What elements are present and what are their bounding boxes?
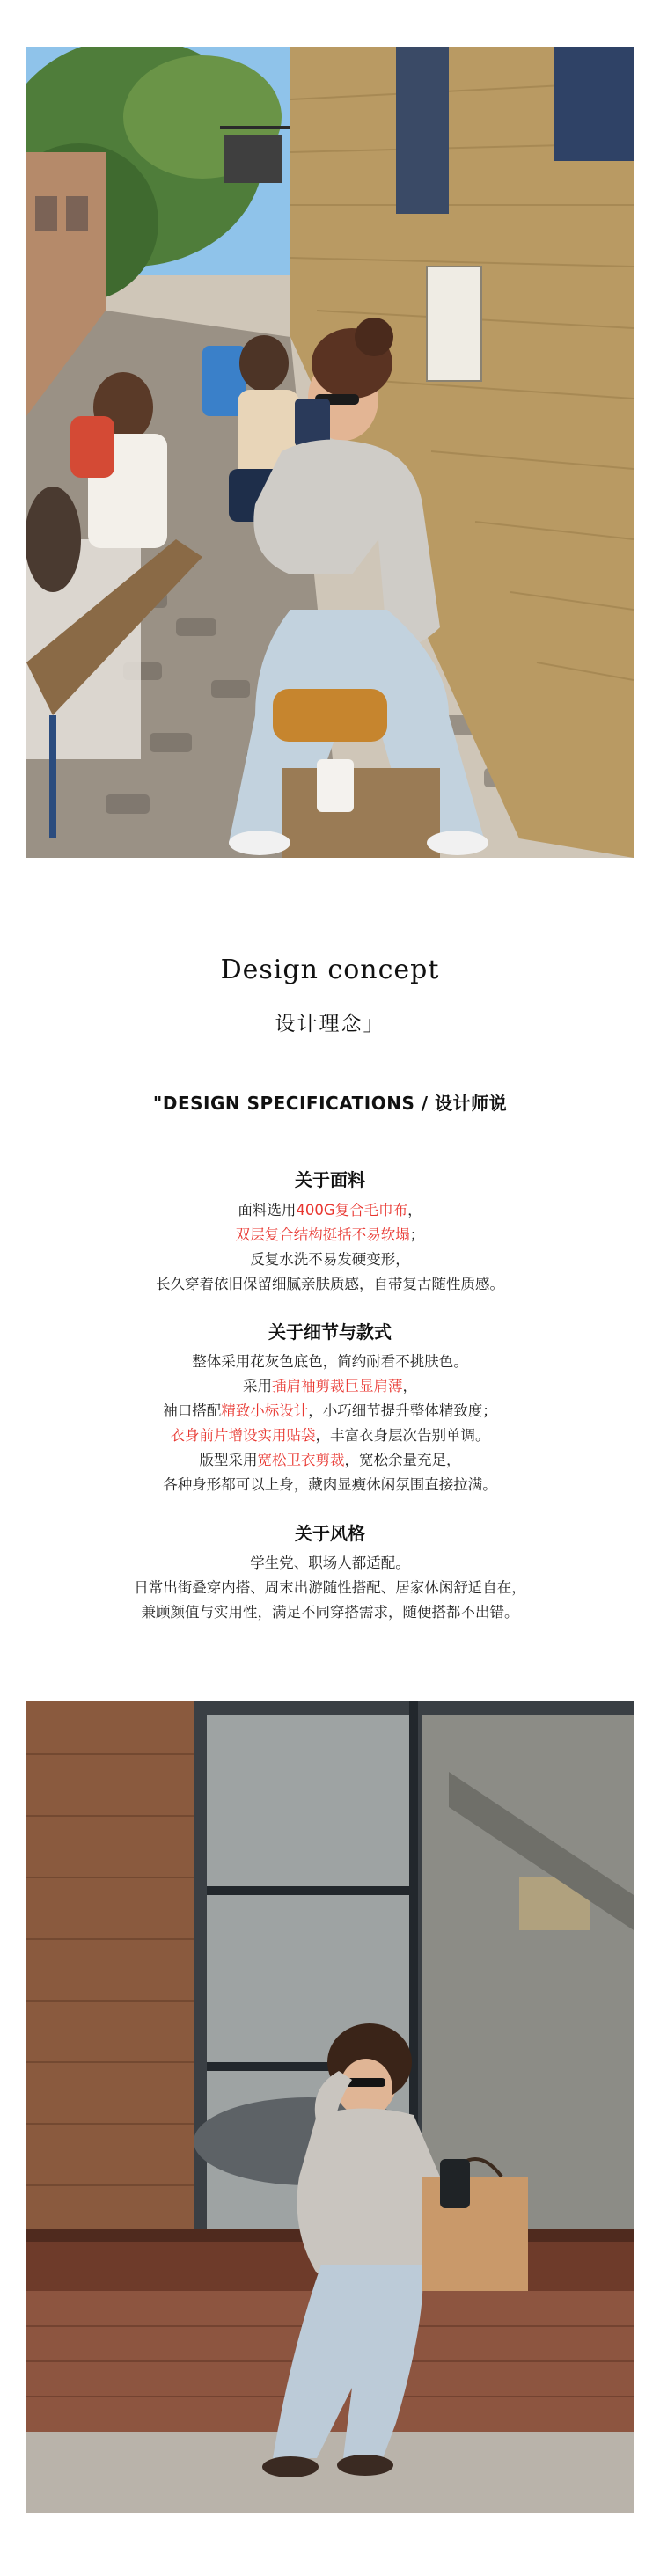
body-text: ， <box>402 1378 417 1394</box>
highlighted-text: 宽松卫衣剪裁 <box>257 1452 345 1468</box>
body-text: 面料选用 <box>238 1202 297 1218</box>
section-line <box>0 1198 660 1223</box>
design-concept-subheadline: 设计理念」 <box>275 1013 385 1036</box>
body-text: 日常出街叠穿内搭、周末出游随性搭配、居家休闲舒适自在， <box>134 1579 526 1596</box>
alley-photo-illustration <box>26 47 634 858</box>
body-text: ， <box>407 1202 422 1218</box>
section-line <box>0 1248 660 1272</box>
body-text: 袖口搭配 <box>163 1402 222 1419</box>
body-text: 版型采用 <box>199 1452 258 1468</box>
design-specifications-title: "DESIGN SPECIFICATIONS / 设计师说 <box>152 1093 508 1114</box>
section-line <box>0 1350 660 1374</box>
details-section-heading: 关于细节与款式 <box>268 1321 392 1343</box>
style-section-body <box>0 1551 660 1625</box>
body-text: 反复水洗不易发硬变形， <box>250 1251 410 1268</box>
body-text: 学生党、职场人都适配。 <box>250 1555 410 1571</box>
section-line <box>0 1223 660 1248</box>
body-text: 采用 <box>243 1378 272 1394</box>
style-section-heading: 关于风格 <box>295 1523 365 1544</box>
section-line <box>0 1423 660 1448</box>
section-line <box>0 1551 660 1576</box>
body-text: ，小巧细节提升整体精致度； <box>308 1402 497 1419</box>
section-line <box>0 1374 660 1399</box>
body-text: ； <box>409 1226 425 1243</box>
window-photo-illustration <box>26 1701 634 2513</box>
section-line <box>0 1600 660 1625</box>
section-line <box>0 1399 660 1423</box>
section-line <box>0 1272 660 1297</box>
highlighted-text: 插肩袖剪裁巨显肩薄 <box>272 1378 403 1394</box>
section-line <box>0 1448 660 1473</box>
fabric-section-heading: 关于面料 <box>295 1169 365 1190</box>
fabric-section-body <box>0 1198 660 1297</box>
details-section-body <box>0 1350 660 1497</box>
street-photo-window-wall <box>26 1701 634 2513</box>
body-text: ，宽松余量充足， <box>344 1452 461 1468</box>
body-text: 各种身形都可以上身，藏肉显瘦休闲氛围直接拉满。 <box>163 1476 497 1493</box>
highlighted-text: 精致小标设计 <box>221 1402 309 1419</box>
body-text: 兼顾颜值与实用性，满足不同穿搭需求，随便搭都不出错。 <box>141 1604 519 1621</box>
section-line <box>0 1473 660 1497</box>
highlighted-text: 双层复合结构挺括不易软塌 <box>235 1226 410 1243</box>
section-line <box>0 1576 660 1600</box>
highlighted-text: 400G复合毛巾布 <box>296 1202 408 1218</box>
body-text: ，丰富衣身层次告别单调。 <box>315 1427 490 1444</box>
highlighted-text: 衣身前片增设实用贴袋 <box>170 1427 316 1444</box>
body-text: 整体采用花灰色底色，简约耐看不挑肤色。 <box>192 1353 468 1370</box>
body-text: 长久穿着依旧保留细腻亲肤质感，自带复古随性质感。 <box>156 1276 504 1292</box>
design-concept-headline: Design concept <box>220 955 440 985</box>
street-photo-alley-bench <box>26 47 634 858</box>
